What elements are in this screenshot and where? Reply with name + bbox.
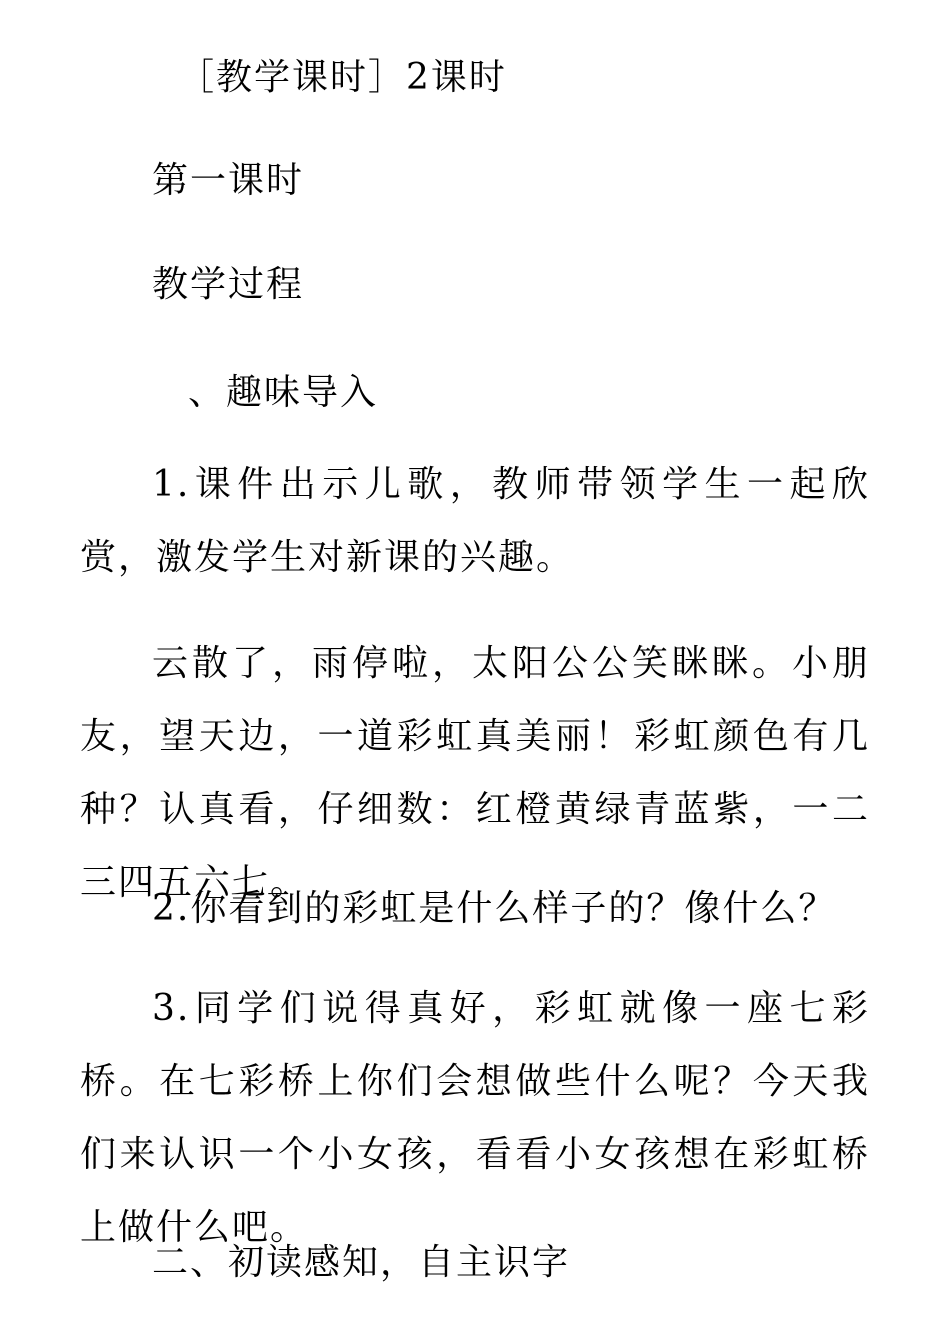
paragraph-rhyme: 云散了，雨停啦，太阳公公笑眯眯。小朋友，望天边，一道彩虹真美丽！彩虹颜色有几种？认真看，仔细数：红橙黄绿青蓝紫，一二三四五六七。 bbox=[80, 643, 870, 903]
section-teaching-process: 教学过程 bbox=[152, 264, 305, 305]
heading-fun-intro: 、趣味导入 bbox=[188, 372, 379, 413]
paragraph-item-2: 2.你看到的彩虹是什么样子的？像什么？ bbox=[152, 888, 837, 929]
section-first-lesson: 第一课时 bbox=[152, 160, 305, 201]
heading-second-section: 二、初读感知，自主识字 bbox=[152, 1242, 571, 1283]
paragraph-item-3: 3.同学们说得真好，彩虹就像一座七彩桥。在七彩桥上你们会想做些什么呢？今天我们来认识一个小女孩，看看小女孩想在彩虹桥上做什么吧。 bbox=[80, 988, 870, 1248]
paragraph-item-1: 1.课件出示儿歌，教师带领学生一起欣赏，激发学生对新课的兴趣。 bbox=[80, 464, 870, 578]
lesson-hours-line: ［教学课时］2课时 bbox=[178, 57, 507, 98]
